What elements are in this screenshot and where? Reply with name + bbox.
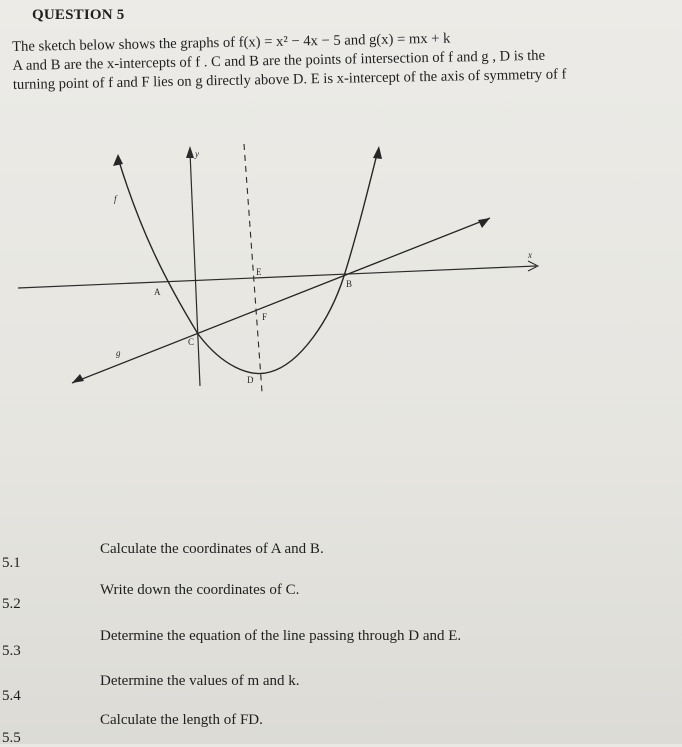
graph-sketch xyxy=(0,130,560,400)
question-number: 5.5 xyxy=(2,730,21,746)
x-axis xyxy=(18,266,536,288)
question-number: 5.2 xyxy=(2,596,21,612)
question-heading: QUESTION 5 xyxy=(32,7,125,23)
label-F: F xyxy=(262,312,268,322)
question-text: Determine the values of m and k. xyxy=(100,673,300,689)
label-x: x xyxy=(528,250,532,260)
label-y: y xyxy=(195,149,199,159)
label-E: E xyxy=(256,267,262,277)
intro-line-3: turning point of f and F lies on g directly above D. E is x-intercept of the axis of symmetry of f xyxy=(12,66,567,93)
question-text: Write down the coordinates of C. xyxy=(100,582,300,598)
question-text: Calculate the length of FD. xyxy=(100,712,263,728)
y-axis xyxy=(190,152,200,386)
label-B: B xyxy=(346,279,353,289)
intro-line-2: A and B are the x-intercepts of f . C and B are the points of intersection of f and g , D is the xyxy=(12,47,546,74)
question-intro xyxy=(12,26,663,95)
parabola-left-arrow xyxy=(113,154,123,166)
label-C: C xyxy=(188,337,195,347)
label-D: D xyxy=(247,375,254,385)
question-number: 5.3 xyxy=(2,643,21,659)
question-number: 5.1 xyxy=(2,555,21,571)
label-A: A xyxy=(154,287,161,297)
label-f: f xyxy=(114,194,117,204)
line-g-arrow xyxy=(478,218,490,228)
line-g-left-arrow xyxy=(72,374,84,383)
question-text: Determine the equation of the line passing through D and E. xyxy=(100,628,462,644)
label-g: g xyxy=(116,348,121,358)
parabola-f xyxy=(118,150,378,373)
question-number: 5.4 xyxy=(2,688,21,704)
line-g xyxy=(72,218,490,383)
y-axis-arrow xyxy=(186,146,194,158)
question-text: Calculate the coordinates of A and B. xyxy=(100,541,324,557)
parabola-right-arrow xyxy=(373,146,382,159)
intro-line-1: The sketch below shows the graphs of f(x) = x² − 4x − 5 and g(x) = mx + k xyxy=(12,30,451,55)
